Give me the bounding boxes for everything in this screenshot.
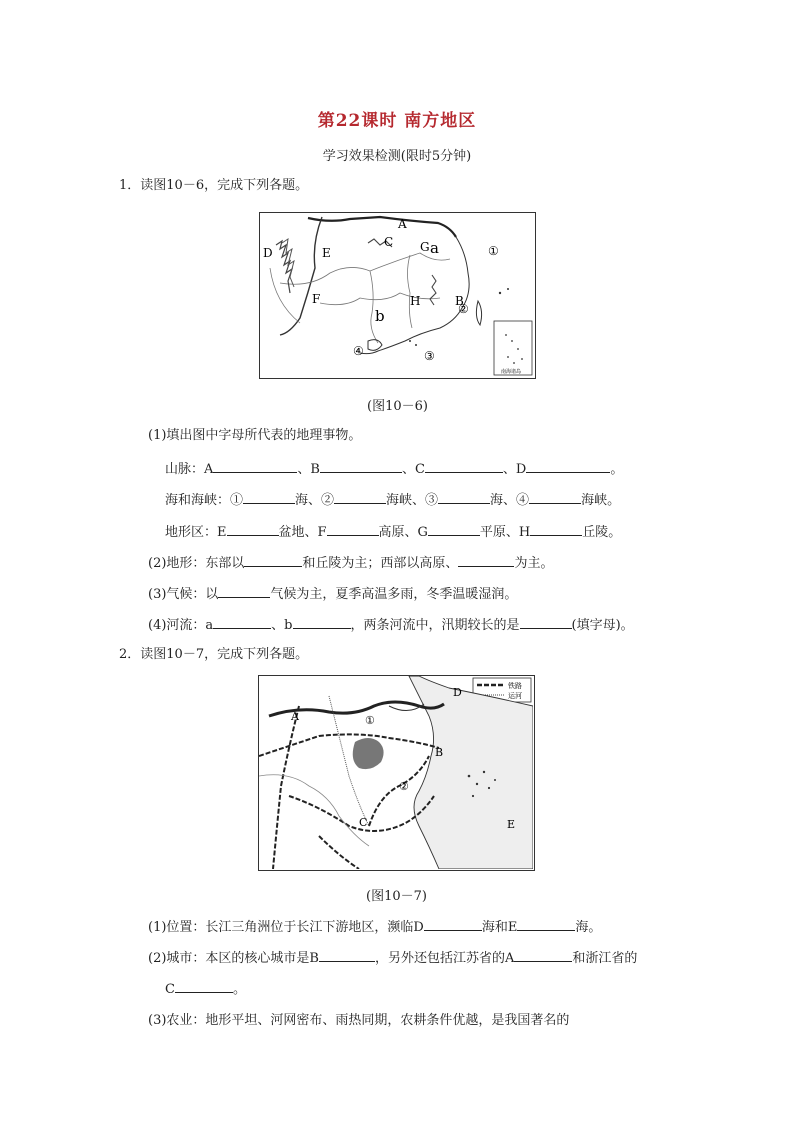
map1-label-circle3: ③ [424, 349, 435, 363]
q2-caption: (图10－7) [366, 889, 427, 904]
map1-label-H: H [410, 294, 421, 308]
map1-label-a: a [430, 239, 439, 257]
blank-river-longer[interactable] [520, 614, 572, 629]
map1-label-B: B [455, 294, 464, 308]
map1-inset-label: 南海诸岛 [501, 369, 522, 375]
q2-p2b-line: C 。 [165, 978, 246, 999]
q1-seas-line: 海和海峡：① 海、② 海峡、③ 海、④ 海峡。 [165, 489, 620, 510]
blank-city-b[interactable] [319, 947, 375, 962]
map1-label-D: D [263, 246, 273, 260]
map-south-china [259, 212, 536, 379]
page-subtitle: 学习效果检测(限时5分钟) [322, 149, 472, 164]
map-south-china-drawing [260, 213, 534, 377]
blank-city-c[interactable] [175, 978, 233, 993]
legend-canal: 运河 [508, 692, 522, 700]
blank-mountain-c[interactable] [425, 458, 503, 473]
map2-label-D: D [453, 686, 462, 699]
blank-terrain-f[interactable] [327, 521, 379, 536]
blank-river-b[interactable] [293, 614, 351, 629]
blank-climate[interactable] [218, 583, 270, 598]
q1-p2-line: (2)地形：东部以 和丘陵为主；西部以高原、 为主。 [148, 552, 553, 573]
blank-city-a[interactable] [514, 947, 572, 962]
q2-p2-line: (2)城市：本区的核心城市是B ，另外还包括江苏省的A 和浙江省的 [148, 947, 637, 968]
q1-p3-line: (3)气候：以 气候为主，夏季高温多雨，冬季温暖湿润。 [148, 583, 517, 604]
map1-label-b: b [375, 307, 385, 325]
q2-p1-line: (1)位置：长江三角洲位于长江下游地区，濒临D 海和E 海。 [148, 916, 601, 937]
q1-mountains-line: 山脉：A 、B 、C 、D 。 [165, 458, 623, 479]
legend-railway: 铁路 [508, 682, 522, 690]
q2-p3-line: (3)农业：地形平坦、河网密布、雨热同期，农耕条件优越，是我国著名的 [148, 1013, 570, 1028]
map1-label-E: E [322, 246, 331, 260]
map2-label-E: E [507, 818, 516, 831]
blank-terrain-g[interactable] [428, 521, 480, 536]
map-yangtze-delta-drawing [259, 676, 533, 869]
blank-mountain-d[interactable] [526, 458, 610, 473]
blank-sea-d[interactable] [424, 916, 482, 931]
map2-label-circle1: ① [365, 714, 375, 727]
blank-landform-east[interactable] [244, 552, 302, 567]
blank-sea-3[interactable] [438, 489, 490, 504]
map2-label-A: A [291, 710, 299, 723]
blank-terrain-h[interactable] [530, 521, 582, 536]
map1-label-C: C [384, 235, 394, 249]
map2-label-C: C [359, 816, 368, 829]
blank-landform-west[interactable] [458, 552, 514, 567]
map-yangtze-delta [258, 675, 535, 871]
map1-label-circle1: ① [488, 244, 499, 258]
map1-label-G: G [420, 240, 430, 254]
blank-terrain-e[interactable] [227, 521, 279, 536]
blank-mountain-a[interactable] [213, 458, 297, 473]
map1-label-F: F [312, 292, 321, 306]
map1-label-circle2: ② [458, 302, 469, 316]
blank-sea-1[interactable] [243, 489, 295, 504]
map1-label-A: A [398, 217, 407, 231]
map1-label-circle4: ④ [353, 344, 364, 358]
q1-terrain-line: 地形区：E 盆地、F 高原、G 平原、H 丘陵。 [165, 521, 621, 542]
q1-caption: (图10－6) [367, 399, 428, 414]
q2-stem: 2．读图10－7，完成下列各题。 [119, 647, 309, 662]
page-title: 第22课时 南方地区 [317, 111, 477, 131]
blank-mountain-b[interactable] [320, 458, 402, 473]
blank-strait-4[interactable] [529, 489, 581, 504]
map2-label-B: B [435, 746, 444, 759]
map2-label-circle2: ② [399, 780, 409, 793]
blank-river-a[interactable] [213, 614, 271, 629]
q1-stem: 1．读图10－6，完成下列各题。 [119, 178, 309, 193]
q1-p1-intro: (1)填出图中字母所代表的地理事物。 [148, 428, 362, 443]
blank-strait-2[interactable] [334, 489, 386, 504]
blank-sea-e[interactable] [517, 916, 575, 931]
q1-p4-line: (4)河流：a 、b ，两条河流中，汛期较长的是 (填字母)。 [148, 614, 634, 635]
